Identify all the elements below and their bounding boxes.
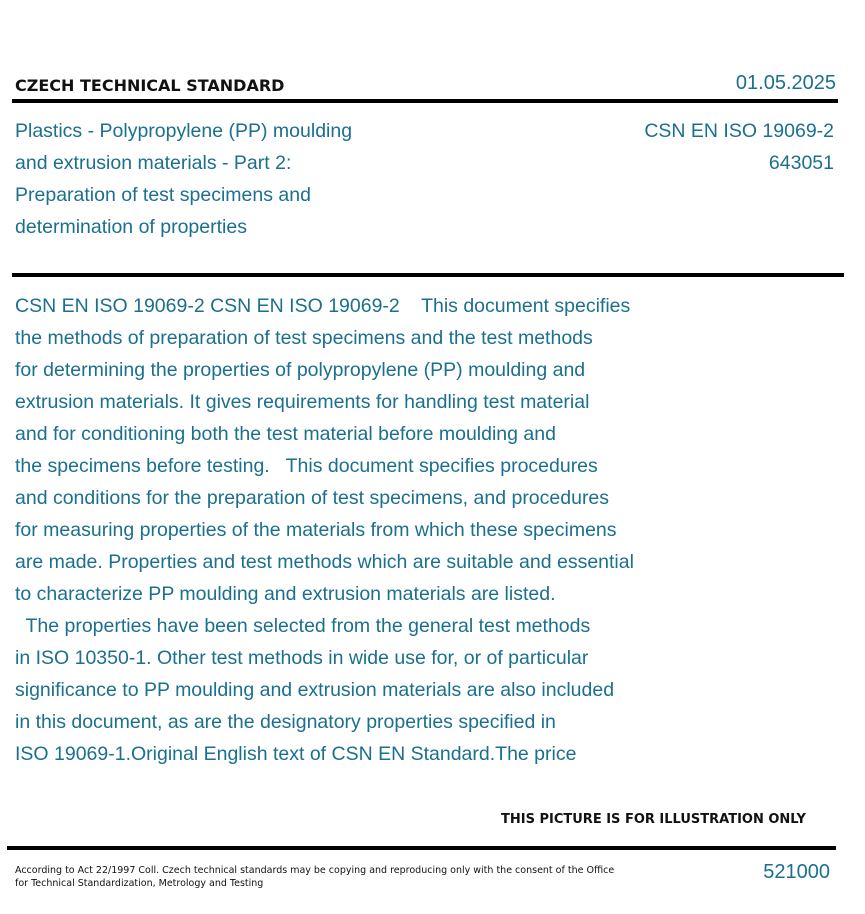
body-line: ISO 19069-1.Original English text of CSN EN Standard.The price bbox=[15, 743, 577, 765]
document-title-line: Preparation of test specimens and bbox=[15, 184, 311, 206]
footer-legal-note bbox=[15, 864, 615, 890]
body-line: for measuring properties of the materials from which these specimens bbox=[15, 519, 617, 541]
body-line: to characterize PP moulding and extrusion materials are listed. bbox=[15, 583, 556, 605]
footer-legal-line: According to Act 22/1997 Coll. Czech technical standards may be copying and reproducing only with the consent of the Office bbox=[15, 865, 615, 876]
standard-code: CSN EN ISO 19069-2 bbox=[644, 120, 834, 142]
footer-number: 521000 bbox=[763, 861, 830, 883]
header-date: 01.05.2025 bbox=[735, 72, 836, 94]
body-line: the methods of preparation of test specimens and the test methods bbox=[15, 327, 593, 349]
body-line: significance to PP moulding and extrusion materials are also included bbox=[15, 679, 615, 701]
document-title-line: Plastics - Polypropylene (PP) moulding bbox=[15, 120, 353, 142]
footer-rule bbox=[7, 846, 836, 850]
header-rule bbox=[12, 99, 838, 103]
abstract-body bbox=[15, 290, 715, 770]
body-line: are made. Properties and test methods which are suitable and essential bbox=[15, 551, 634, 573]
body-line: CSN EN ISO 19069-2 CSN EN ISO 19069-2 This document specifies bbox=[15, 295, 631, 317]
document-title-line: and extrusion materials - Part 2: bbox=[15, 152, 292, 174]
document-title bbox=[15, 115, 435, 243]
body-line: extrusion materials. It gives requirements for handling test material bbox=[15, 391, 590, 413]
document-codes bbox=[644, 115, 834, 179]
class-number: 643051 bbox=[768, 152, 834, 174]
section-rule bbox=[12, 273, 844, 277]
document-title-line: determination of properties bbox=[15, 216, 247, 238]
body-line: in ISO 10350-1. Other test methods in wide use for, or of particular bbox=[15, 647, 589, 669]
header-title: CZECH TECHNICAL STANDARD bbox=[15, 76, 285, 95]
body-line: for determining the properties of polypropylene (PP) moulding and bbox=[15, 359, 586, 381]
body-line: The properties have been selected from the general test methods bbox=[15, 615, 591, 637]
body-line: the specimens before testing. This document specifies procedures bbox=[15, 455, 598, 477]
body-line: in this document, as are the designatory properties specified in bbox=[15, 711, 556, 733]
body-line: and for conditioning both the test material before moulding and bbox=[15, 423, 556, 445]
illustration-note: THIS PICTURE IS FOR ILLUSTRATION ONLY bbox=[501, 812, 806, 827]
body-line: and conditions for the preparation of test specimens, and procedures bbox=[15, 487, 610, 509]
footer-legal-line: for Technical Standardization, Metrology and Testing bbox=[15, 878, 264, 889]
